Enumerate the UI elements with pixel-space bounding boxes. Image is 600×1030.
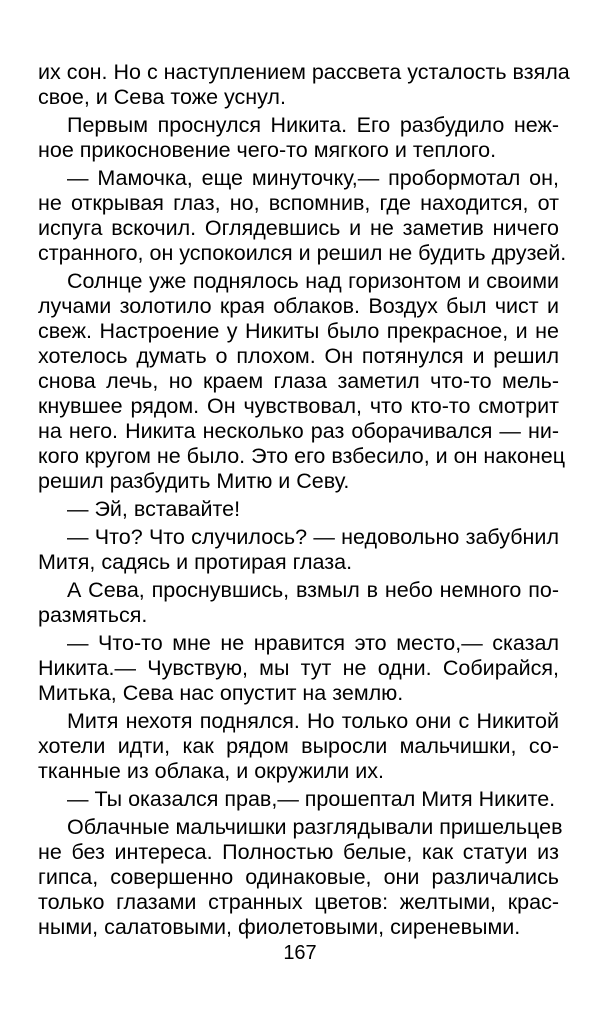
text-line: гипса, совершенно одинаковые, они различались (38, 865, 559, 889)
text-line: Первым проснулся Никита. Его разбудило неж- (67, 113, 559, 137)
paragraph (38, 578, 559, 628)
text-line: Солнце уже поднялось над горизонтом и своими (67, 269, 559, 293)
paragraph (38, 269, 566, 494)
paragraph (38, 709, 559, 784)
text-line: — Что-то мне не нравится это место,— сказал (67, 631, 559, 655)
text-line: не без интереса. Полностью белые, как статуи из (38, 840, 559, 864)
text-line: кнувшее рядом. Он чувствовал, что кто-то смотрит (38, 394, 559, 418)
text-line: ное прикосновение чего-то мягкого и теплого. (38, 138, 497, 162)
paragraph (38, 113, 559, 163)
paragraph (38, 525, 559, 575)
text-line: хотели идти, как рядом выросли мальчишки, со- (38, 734, 559, 758)
text-line: снова лечь, но краем глаза заметил что-то мель- (38, 369, 559, 393)
text-line: их сон. Но с наступлением рассвета усталость взяла (38, 60, 570, 84)
text-line: Митя, садясь и протирая глаза. (38, 550, 353, 574)
paragraph (38, 497, 559, 522)
text-line: испуга вскочил. Оглядевшись и не заметив ничего (38, 216, 559, 240)
paragraph (38, 60, 570, 110)
text-line: тканные из облака, и окружили их. (38, 759, 384, 783)
text-line: размяться. (38, 603, 148, 627)
text-line: кого кругом не было. Это его взбесило, и он наконец (38, 444, 566, 468)
text-line: решил разбудить Митю и Севу. (38, 469, 350, 493)
text-line: странного, он успокоился и решил не будить друзей. (38, 241, 567, 265)
text-line: свое, и Сева тоже уснул. (38, 85, 286, 109)
text-line: на него. Никита несколько раз оборачивался — ни- (38, 419, 559, 443)
text-line: ными, салатовыми, фиолетовыми, сиреневыми. (38, 915, 521, 939)
page-number: 167 (283, 942, 317, 964)
page-body (38, 60, 570, 943)
paragraph (38, 815, 563, 940)
text-line: свеж. Настроение у Никиты было прекрасное, и не (38, 319, 559, 343)
text-line: Митька, Сева нас опустит на землю. (38, 681, 404, 705)
text-line: — Эй, вставайте! (67, 497, 241, 521)
paragraph (38, 166, 567, 266)
paragraph (38, 631, 559, 706)
text-line: — Ты оказался прав,— прошептал Митя Никите. (67, 787, 556, 811)
paragraph (38, 787, 559, 812)
text-line: только глазами странных цветов: желтыми, крас- (38, 890, 559, 914)
text-line: Митя нехотя поднялся. Но только они с Никитой (67, 709, 559, 733)
text-line: — Что? Что случилось? — недовольно забубнил (67, 525, 559, 549)
text-line: А Сева, проснувшись, взмыл в небо немного по- (67, 578, 559, 602)
text-line: Облачные мальчишки разглядывали пришельцев (67, 815, 563, 839)
text-line: не открывая глаз, но, вспомнив, где находится, от (38, 191, 559, 215)
text-line: Никита.— Чувствую, мы тут не одни. Собирайся, (38, 656, 559, 680)
text-line: лучами золотило края облаков. Воздух был чист и (38, 294, 559, 318)
text-line: — Мамочка, еще минуточку,— пробормотал он, (67, 166, 559, 190)
text-line: хотелось думать о плохом. Он потянулся и решил (38, 344, 559, 368)
